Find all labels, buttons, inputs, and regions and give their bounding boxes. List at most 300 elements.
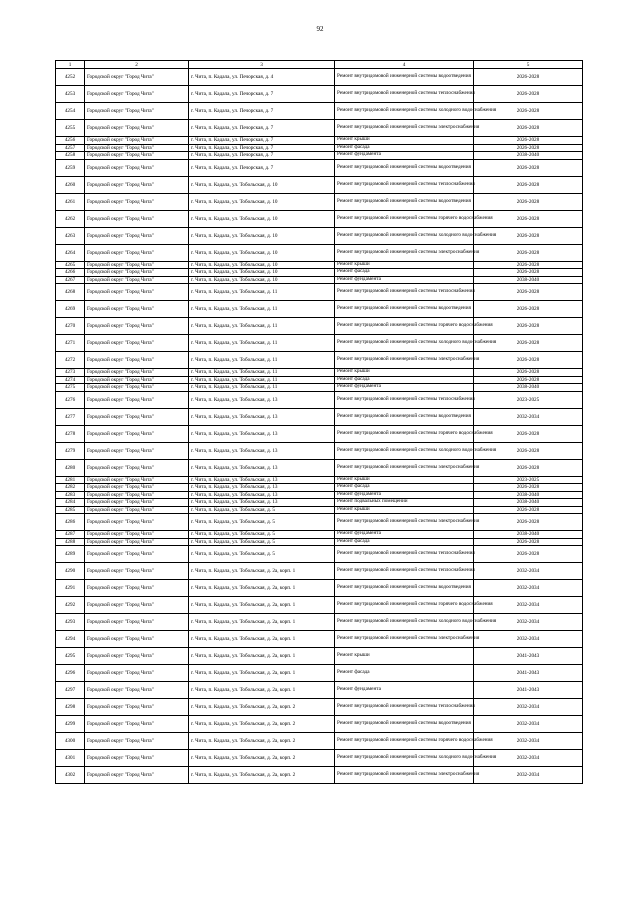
municipality-cell: Городской округ "Город Чита" xyxy=(85,137,189,145)
row-number: 4287 xyxy=(56,531,85,539)
municipality-cell: Городской округ "Город Чита" xyxy=(85,733,189,750)
address-cell: г. Чита, п. Кадала, ул. Тобольская, д. 5 xyxy=(189,538,335,546)
period-cell: 2026-2028 xyxy=(474,244,583,261)
address-cell: г. Чита, п. Кадала, ул. Печорская, д. 7 xyxy=(189,144,335,152)
column-header-2: 2 xyxy=(85,61,189,69)
work-type-cell: Ремонт внутридомовой инженерной системы электроснабжения xyxy=(335,514,474,531)
address-cell: г. Чита, п. Кадала, ул. Тобольская, д. 5 xyxy=(189,514,335,531)
row-number: 4260 xyxy=(56,176,85,193)
municipality-cell: Городской округ "Город Чита" xyxy=(85,244,189,261)
address-cell: г. Чита, п. Кадала, ул. Тобольская, д. 2а, корп. 1 xyxy=(189,614,335,631)
table-row xyxy=(56,491,583,499)
table-row xyxy=(56,103,583,120)
municipality-cell: Городской округ "Город Чита" xyxy=(85,425,189,442)
period-cell: 2026-2028 xyxy=(474,442,583,459)
address-cell: г. Чита, п. Кадала, ул. Тобольская, д. 2а, корп. 2 xyxy=(189,699,335,716)
row-number: 4258 xyxy=(56,152,85,160)
address-cell: г. Чита, п. Кадала, ул. Тобольская, д. 11 xyxy=(189,352,335,369)
row-number: 4277 xyxy=(56,408,85,425)
table-row xyxy=(56,682,583,699)
period-cell: 2026-2028 xyxy=(474,103,583,120)
row-number: 4290 xyxy=(56,563,85,580)
table-row xyxy=(56,376,583,384)
period-cell: 2032-2034 xyxy=(474,733,583,750)
municipality-cell: Городской округ "Город Чита" xyxy=(85,193,189,210)
period-cell: 2026-2028 xyxy=(474,546,583,563)
row-number: 4263 xyxy=(56,227,85,244)
table-row xyxy=(56,408,583,425)
municipality-cell: Городской округ "Город Чита" xyxy=(85,376,189,384)
period-cell: 2038-2040 xyxy=(474,384,583,392)
row-number: 4283 xyxy=(56,491,85,499)
table-row xyxy=(56,276,583,284)
work-type-cell: Ремонт крыши xyxy=(335,261,474,269)
period-cell: 2026-2028 xyxy=(474,137,583,145)
municipality-cell: Городской округ "Город Чита" xyxy=(85,144,189,152)
period-cell: 2026-2028 xyxy=(474,318,583,335)
row-number: 4264 xyxy=(56,244,85,261)
work-type-cell: Ремонт фасада xyxy=(335,376,474,384)
row-number: 4254 xyxy=(56,103,85,120)
row-number: 4301 xyxy=(56,750,85,767)
table-row xyxy=(56,648,583,665)
table-row xyxy=(56,152,583,160)
municipality-cell: Городской округ "Город Чита" xyxy=(85,614,189,631)
municipality-cell: Городской округ "Город Чита" xyxy=(85,276,189,284)
row-number: 4298 xyxy=(56,699,85,716)
work-type-cell: Ремонт внутридомовой инженерной системы теплоснабжения xyxy=(335,284,474,301)
work-type-cell: Ремонт внутридомовой инженерной системы водоотведения xyxy=(335,159,474,176)
table-row xyxy=(56,210,583,227)
municipality-cell: Городской округ "Город Чита" xyxy=(85,408,189,425)
period-cell: 2038-2040 xyxy=(474,152,583,160)
period-cell: 2026-2028 xyxy=(474,425,583,442)
period-cell: 2026-2028 xyxy=(474,301,583,318)
municipality-cell: Городской округ "Город Чита" xyxy=(85,538,189,546)
table-row xyxy=(56,227,583,244)
period-cell: 2026-2028 xyxy=(474,144,583,152)
row-number: 4278 xyxy=(56,425,85,442)
table-row xyxy=(56,733,583,750)
table-row xyxy=(56,86,583,103)
period-cell: 2032-2034 xyxy=(474,597,583,614)
work-type-cell: Ремонт крыши xyxy=(335,648,474,665)
row-number: 4273 xyxy=(56,369,85,377)
work-type-cell: Ремонт фасада xyxy=(335,665,474,682)
table-row xyxy=(56,391,583,408)
work-type-cell: Ремонт внутридомовой инженерной системы водоотведения xyxy=(335,716,474,733)
table-row xyxy=(56,750,583,767)
address-cell: г. Чита, п. Кадала, ул. Тобольская, д. 2а, корп. 1 xyxy=(189,631,335,648)
row-number: 4276 xyxy=(56,391,85,408)
municipality-cell: Городской округ "Город Чита" xyxy=(85,284,189,301)
table-row xyxy=(56,538,583,546)
address-cell: г. Чита, п. Кадала, ул. Тобольская, д. 2а, корп. 1 xyxy=(189,648,335,665)
municipality-cell: Городской округ "Город Чита" xyxy=(85,352,189,369)
work-type-cell: Ремонт внутридомовой инженерной системы горячего водоснабжения xyxy=(335,210,474,227)
row-number: 4270 xyxy=(56,318,85,335)
row-number: 4302 xyxy=(56,767,85,784)
address-cell: г. Чита, п. Кадала, ул. Тобольская, д. 11 xyxy=(189,318,335,335)
table-row xyxy=(56,335,583,352)
table-row xyxy=(56,244,583,261)
work-type-cell: Ремонт внутридомовой инженерной системы водоотведения xyxy=(335,301,474,318)
address-cell: г. Чита, п. Кадала, ул. Тобольская, д. 5 xyxy=(189,546,335,563)
address-cell: г. Чита, п. Кадала, ул. Тобольская, д. 10 xyxy=(189,176,335,193)
work-type-cell: Ремонт внутридомовой инженерной системы холодного водоснабжения xyxy=(335,614,474,631)
period-cell: 2041-2043 xyxy=(474,665,583,682)
row-number: 4293 xyxy=(56,614,85,631)
row-number: 4294 xyxy=(56,631,85,648)
work-type-cell: Ремонт внутридомовой инженерной системы горячего водоснабжения xyxy=(335,318,474,335)
period-cell: 2038-2040 xyxy=(474,491,583,499)
address-cell: г. Чита, п. Кадала, ул. Печорская, д. 7 xyxy=(189,103,335,120)
row-number: 4286 xyxy=(56,514,85,531)
municipality-cell: Городской округ "Город Чита" xyxy=(85,384,189,392)
address-cell: г. Чита, п. Кадала, ул. Печорская, д. 7 xyxy=(189,159,335,176)
work-type-cell: Ремонт фундамента xyxy=(335,491,474,499)
municipality-cell: Городской округ "Город Чита" xyxy=(85,210,189,227)
period-cell: 2026-2028 xyxy=(474,120,583,137)
municipality-cell: Городской округ "Город Чита" xyxy=(85,506,189,514)
period-cell: 2026-2028 xyxy=(474,193,583,210)
table-row xyxy=(56,716,583,733)
row-number: 4299 xyxy=(56,716,85,733)
period-cell: 2026-2028 xyxy=(474,86,583,103)
period-cell: 2023-2025 xyxy=(474,391,583,408)
municipality-cell: Городской округ "Город Чита" xyxy=(85,563,189,580)
work-type-cell: Ремонт внутридомовой инженерной системы холодного водоснабжения xyxy=(335,335,474,352)
work-type-cell: Ремонт подвальных помещений xyxy=(335,499,474,507)
work-type-cell: Ремонт внутридомовой инженерной системы холодного водоснабжения xyxy=(335,227,474,244)
address-cell: г. Чита, п. Кадала, ул. Тобольская, д. 5 xyxy=(189,506,335,514)
municipality-cell: Городской округ "Город Чита" xyxy=(85,269,189,277)
municipality-cell: Городской округ "Город Чита" xyxy=(85,531,189,539)
table-row xyxy=(56,352,583,369)
work-type-cell: Ремонт фасада xyxy=(335,538,474,546)
period-cell: 2032-2034 xyxy=(474,563,583,580)
table-row xyxy=(56,442,583,459)
municipality-cell: Городской округ "Город Чита" xyxy=(85,648,189,665)
address-cell: г. Чита, п. Кадала, ул. Тобольская, д. 13 xyxy=(189,491,335,499)
column-header-3: 3 xyxy=(189,61,335,69)
row-number: 4265 xyxy=(56,261,85,269)
table-row xyxy=(56,301,583,318)
table-row xyxy=(56,484,583,492)
work-type-cell: Ремонт фасада xyxy=(335,144,474,152)
work-type-cell: Ремонт фундамента xyxy=(335,682,474,699)
municipality-cell: Городской округ "Город Чита" xyxy=(85,459,189,476)
table-row xyxy=(56,193,583,210)
table-row xyxy=(56,284,583,301)
address-cell: г. Чита, п. Кадала, ул. Печорская, д. 4 xyxy=(189,69,335,86)
table-row xyxy=(56,546,583,563)
period-cell: 2026-2028 xyxy=(474,514,583,531)
row-number: 4285 xyxy=(56,506,85,514)
row-number: 4269 xyxy=(56,301,85,318)
row-number: 4262 xyxy=(56,210,85,227)
period-cell: 2026-2028 xyxy=(474,459,583,476)
period-cell: 2038-2040 xyxy=(474,276,583,284)
table-row xyxy=(56,176,583,193)
column-header-4: 4 xyxy=(335,61,474,69)
period-cell: 2026-2028 xyxy=(474,227,583,244)
work-type-cell: Ремонт внутридомовой инженерной системы водоотведения xyxy=(335,69,474,86)
table-row xyxy=(56,69,583,86)
work-type-cell: Ремонт внутридомовой инженерной системы холодного водоснабжения xyxy=(335,442,474,459)
work-type-cell: Ремонт внутридомовой инженерной системы горячего водоснабжения xyxy=(335,733,474,750)
row-number: 4253 xyxy=(56,86,85,103)
work-type-cell: Ремонт внутридомовой инженерной системы электроснабжения xyxy=(335,767,474,784)
municipality-cell: Городской округ "Город Чита" xyxy=(85,514,189,531)
work-type-cell: Ремонт крыши xyxy=(335,476,474,484)
work-type-cell: Ремонт фасада xyxy=(335,269,474,277)
period-cell: 2032-2034 xyxy=(474,699,583,716)
work-type-cell: Ремонт внутридомовой инженерной системы теплоснабжения xyxy=(335,699,474,716)
municipality-cell: Городской округ "Город Чита" xyxy=(85,261,189,269)
work-type-cell: Ремонт фасада xyxy=(335,484,474,492)
table-row xyxy=(56,159,583,176)
work-type-cell: Ремонт внутридомовой инженерной системы теплоснабжения xyxy=(335,176,474,193)
row-number: 4261 xyxy=(56,193,85,210)
row-number: 4256 xyxy=(56,137,85,145)
period-cell: 2041-2043 xyxy=(474,682,583,699)
period-cell: 2026-2028 xyxy=(474,484,583,492)
row-number: 4257 xyxy=(56,144,85,152)
table-row xyxy=(56,531,583,539)
work-type-cell: Ремонт фундамента xyxy=(335,152,474,160)
address-cell: г. Чита, п. Кадала, ул. Тобольская, д. 2а, корп. 1 xyxy=(189,563,335,580)
address-cell: г. Чита, п. Кадала, ул. Тобольская, д. 10 xyxy=(189,269,335,277)
address-cell: г. Чита, п. Кадала, ул. Тобольская, д. 2а, корп. 2 xyxy=(189,733,335,750)
row-number: 4300 xyxy=(56,733,85,750)
period-cell: 2026-2028 xyxy=(474,376,583,384)
municipality-cell: Городской округ "Город Чита" xyxy=(85,476,189,484)
municipality-cell: Городской округ "Город Чита" xyxy=(85,442,189,459)
row-number: 4288 xyxy=(56,538,85,546)
address-cell: г. Чита, п. Кадала, ул. Тобольская, д. 11 xyxy=(189,301,335,318)
address-cell: г. Чита, п. Кадала, ул. Тобольская, д. 10 xyxy=(189,193,335,210)
row-number: 4268 xyxy=(56,284,85,301)
work-type-cell: Ремонт фундамента xyxy=(335,531,474,539)
work-type-cell: Ремонт крыши xyxy=(335,369,474,377)
row-number: 4297 xyxy=(56,682,85,699)
municipality-cell: Городской округ "Город Чита" xyxy=(85,597,189,614)
municipality-cell: Городской округ "Город Чита" xyxy=(85,767,189,784)
work-type-cell: Ремонт внутридомовой инженерной системы водоотведения xyxy=(335,408,474,425)
municipality-cell: Городской округ "Город Чита" xyxy=(85,335,189,352)
work-type-cell: Ремонт внутридомовой инженерной системы электроснабжения xyxy=(335,459,474,476)
table-row xyxy=(56,120,583,137)
period-cell: 2032-2034 xyxy=(474,408,583,425)
row-number: 4280 xyxy=(56,459,85,476)
municipality-cell: Городской округ "Город Чита" xyxy=(85,369,189,377)
row-number: 4281 xyxy=(56,476,85,484)
table-row xyxy=(56,269,583,277)
table-row xyxy=(56,767,583,784)
row-number: 4266 xyxy=(56,269,85,277)
municipality-cell: Городской округ "Город Чита" xyxy=(85,103,189,120)
address-cell: г. Чита, п. Кадала, ул. Тобольская, д. 11 xyxy=(189,369,335,377)
period-cell: 2023-2025 xyxy=(474,476,583,484)
row-number: 4252 xyxy=(56,69,85,86)
row-number: 4291 xyxy=(56,580,85,597)
row-number: 4284 xyxy=(56,499,85,507)
address-cell: г. Чита, п. Кадала, ул. Тобольская, д. 10 xyxy=(189,244,335,261)
municipality-cell: Городской округ "Город Чита" xyxy=(85,152,189,160)
address-cell: г. Чита, п. Кадала, ул. Печорская, д. 7 xyxy=(189,120,335,137)
municipality-cell: Городской округ "Город Чита" xyxy=(85,546,189,563)
address-cell: г. Чита, п. Кадала, ул. Тобольская, д. 2а, корп. 1 xyxy=(189,682,335,699)
period-cell: 2032-2034 xyxy=(474,716,583,733)
address-cell: г. Чита, п. Кадала, ул. Тобольская, д. 2а, корп. 1 xyxy=(189,597,335,614)
work-type-cell: Ремонт внутридомовой инженерной системы теплоснабжения xyxy=(335,86,474,103)
address-cell: г. Чита, п. Кадала, ул. Тобольская, д. 11 xyxy=(189,335,335,352)
municipality-cell: Городской округ "Город Чита" xyxy=(85,318,189,335)
address-cell: г. Чита, п. Кадала, ул. Тобольская, д. 2а, корп. 1 xyxy=(189,665,335,682)
row-number: 4274 xyxy=(56,376,85,384)
work-type-cell: Ремонт внутридомовой инженерной системы холодного водоснабжения xyxy=(335,103,474,120)
municipality-cell: Городской округ "Город Чита" xyxy=(85,716,189,733)
address-cell: г. Чита, п. Кадала, ул. Тобольская, д. 10 xyxy=(189,276,335,284)
work-type-cell: Ремонт внутридомовой инженерной системы теплоснабжения xyxy=(335,563,474,580)
table-row xyxy=(56,384,583,392)
row-number: 4282 xyxy=(56,484,85,492)
table-row xyxy=(56,425,583,442)
address-cell: г. Чита, п. Кадала, ул. Тобольская, д. 10 xyxy=(189,210,335,227)
table-row xyxy=(56,318,583,335)
table-row xyxy=(56,597,583,614)
address-cell: г. Чита, п. Кадала, ул. Тобольская, д. 13 xyxy=(189,391,335,408)
municipality-cell: Городской округ "Город Чита" xyxy=(85,580,189,597)
municipality-cell: Городской округ "Город Чита" xyxy=(85,159,189,176)
period-cell: 2026-2028 xyxy=(474,176,583,193)
table-row xyxy=(56,459,583,476)
work-type-cell: Ремонт внутридомовой инженерной системы горячего водоснабжения xyxy=(335,597,474,614)
address-cell: г. Чита, п. Кадала, ул. Тобольская, д. 13 xyxy=(189,442,335,459)
page-number: 92 xyxy=(316,25,324,33)
municipality-cell: Городской округ "Город Чита" xyxy=(85,86,189,103)
period-cell: 2032-2034 xyxy=(474,767,583,784)
period-cell: 2026-2028 xyxy=(474,506,583,514)
period-cell: 2026-2028 xyxy=(474,284,583,301)
work-type-cell: Ремонт внутридомовой инженерной системы электроснабжения xyxy=(335,631,474,648)
address-cell: г. Чита, п. Кадала, ул. Тобольская, д. 13 xyxy=(189,499,335,507)
row-number: 4271 xyxy=(56,335,85,352)
address-cell: г. Чита, п. Кадала, ул. Тобольская, д. 13 xyxy=(189,476,335,484)
table-row xyxy=(56,563,583,580)
period-cell: 2026-2028 xyxy=(474,352,583,369)
address-cell: г. Чита, п. Кадала, ул. Тобольская, д. 2а, корп. 1 xyxy=(189,580,335,597)
municipality-cell: Городской округ "Город Чита" xyxy=(85,176,189,193)
column-header-1: 1 xyxy=(56,61,85,69)
column-number-row xyxy=(56,61,583,69)
address-cell: г. Чита, п. Кадала, ул. Тобольская, д. 13 xyxy=(189,459,335,476)
municipality-cell: Городской округ "Город Чита" xyxy=(85,227,189,244)
address-cell: г. Чита, п. Кадала, ул. Тобольская, д. 10 xyxy=(189,261,335,269)
municipality-cell: Городской округ "Город Чита" xyxy=(85,491,189,499)
work-type-cell: Ремонт внутридомовой инженерной системы холодного водоснабжения xyxy=(335,750,474,767)
address-cell: г. Чита, п. Кадала, ул. Тобольская, д. 2а, корп. 2 xyxy=(189,750,335,767)
period-cell: 2026-2028 xyxy=(474,210,583,227)
table-row xyxy=(56,699,583,716)
period-cell: 2026-2028 xyxy=(474,269,583,277)
municipality-cell: Городской округ "Город Чита" xyxy=(85,499,189,507)
table-row xyxy=(56,476,583,484)
work-type-cell: Ремонт фундамента xyxy=(335,384,474,392)
address-cell: г. Чита, п. Кадала, ул. Печорская, д. 7 xyxy=(189,152,335,160)
municipality-cell: Городской округ "Город Чита" xyxy=(85,750,189,767)
table-row xyxy=(56,631,583,648)
table-row xyxy=(56,144,583,152)
period-cell: 2026-2028 xyxy=(474,69,583,86)
repair-schedule-table xyxy=(55,60,583,784)
table-row xyxy=(56,580,583,597)
municipality-cell: Городской округ "Город Чита" xyxy=(85,682,189,699)
work-type-cell: Ремонт крыши xyxy=(335,506,474,514)
work-type-cell: Ремонт внутридомовой инженерной системы водоотведения xyxy=(335,193,474,210)
table-row xyxy=(56,506,583,514)
row-number: 4296 xyxy=(56,665,85,682)
row-number: 4259 xyxy=(56,159,85,176)
table-body xyxy=(56,69,583,784)
address-cell: г. Чита, п. Кадала, ул. Тобольская, д. 2а, корп. 2 xyxy=(189,767,335,784)
period-cell: 2026-2028 xyxy=(474,261,583,269)
table-row xyxy=(56,137,583,145)
work-type-cell: Ремонт внутридомовой инженерной системы теплоснабжения xyxy=(335,391,474,408)
period-cell: 2026-2028 xyxy=(474,159,583,176)
work-type-cell: Ремонт внутридомовой инженерной системы водоотведения xyxy=(335,580,474,597)
address-cell: г. Чита, п. Кадала, ул. Тобольская, д. 13 xyxy=(189,408,335,425)
table-row xyxy=(56,369,583,377)
address-cell: г. Чита, п. Кадала, ул. Тобольская, д. 13 xyxy=(189,425,335,442)
period-cell: 2041-2043 xyxy=(474,648,583,665)
address-cell: г. Чита, п. Кадала, ул. Тобольская, д. 2а, корп. 2 xyxy=(189,716,335,733)
row-number: 4289 xyxy=(56,546,85,563)
period-cell: 2032-2034 xyxy=(474,631,583,648)
address-cell: г. Чита, п. Кадала, ул. Тобольская, д. 11 xyxy=(189,384,335,392)
period-cell: 2038-2040 xyxy=(474,531,583,539)
work-type-cell: Ремонт фундамента xyxy=(335,276,474,284)
row-number: 4255 xyxy=(56,120,85,137)
address-cell: г. Чита, п. Кадала, ул. Тобольская, д. 5 xyxy=(189,531,335,539)
address-cell: г. Чита, п. Кадала, ул. Тобольская, д. 11 xyxy=(189,376,335,384)
address-cell: г. Чита, п. Кадала, ул. Тобольская, д. 13 xyxy=(189,484,335,492)
municipality-cell: Городской округ "Город Чита" xyxy=(85,301,189,318)
period-cell: 2026-2028 xyxy=(474,369,583,377)
municipality-cell: Городской округ "Город Чита" xyxy=(85,699,189,716)
table-row xyxy=(56,499,583,507)
row-number: 4295 xyxy=(56,648,85,665)
period-cell: 2026-2028 xyxy=(474,335,583,352)
table-row xyxy=(56,614,583,631)
address-cell: г. Чита, п. Кадала, ул. Тобольская, д. 11 xyxy=(189,284,335,301)
work-type-cell: Ремонт внутридомовой инженерной системы горячего водоснабжения xyxy=(335,425,474,442)
row-number: 4292 xyxy=(56,597,85,614)
address-cell: г. Чита, п. Кадала, ул. Тобольская, д. 10 xyxy=(189,227,335,244)
address-cell: г. Чита, п. Кадала, ул. Печорская, д. 7 xyxy=(189,137,335,145)
period-cell: 2038-2040 xyxy=(474,499,583,507)
work-type-cell: Ремонт внутридомовой инженерной системы электроснабжения xyxy=(335,244,474,261)
work-type-cell: Ремонт крыши xyxy=(335,137,474,145)
period-cell: 2032-2034 xyxy=(474,614,583,631)
work-type-cell: Ремонт внутридомовой инженерной системы теплоснабжения xyxy=(335,546,474,563)
municipality-cell: Городской округ "Город Чита" xyxy=(85,665,189,682)
row-number: 4275 xyxy=(56,384,85,392)
municipality-cell: Городской округ "Город Чита" xyxy=(85,631,189,648)
municipality-cell: Городской округ "Город Чита" xyxy=(85,120,189,137)
address-cell: г. Чита, п. Кадала, ул. Печорская, д. 7 xyxy=(189,86,335,103)
